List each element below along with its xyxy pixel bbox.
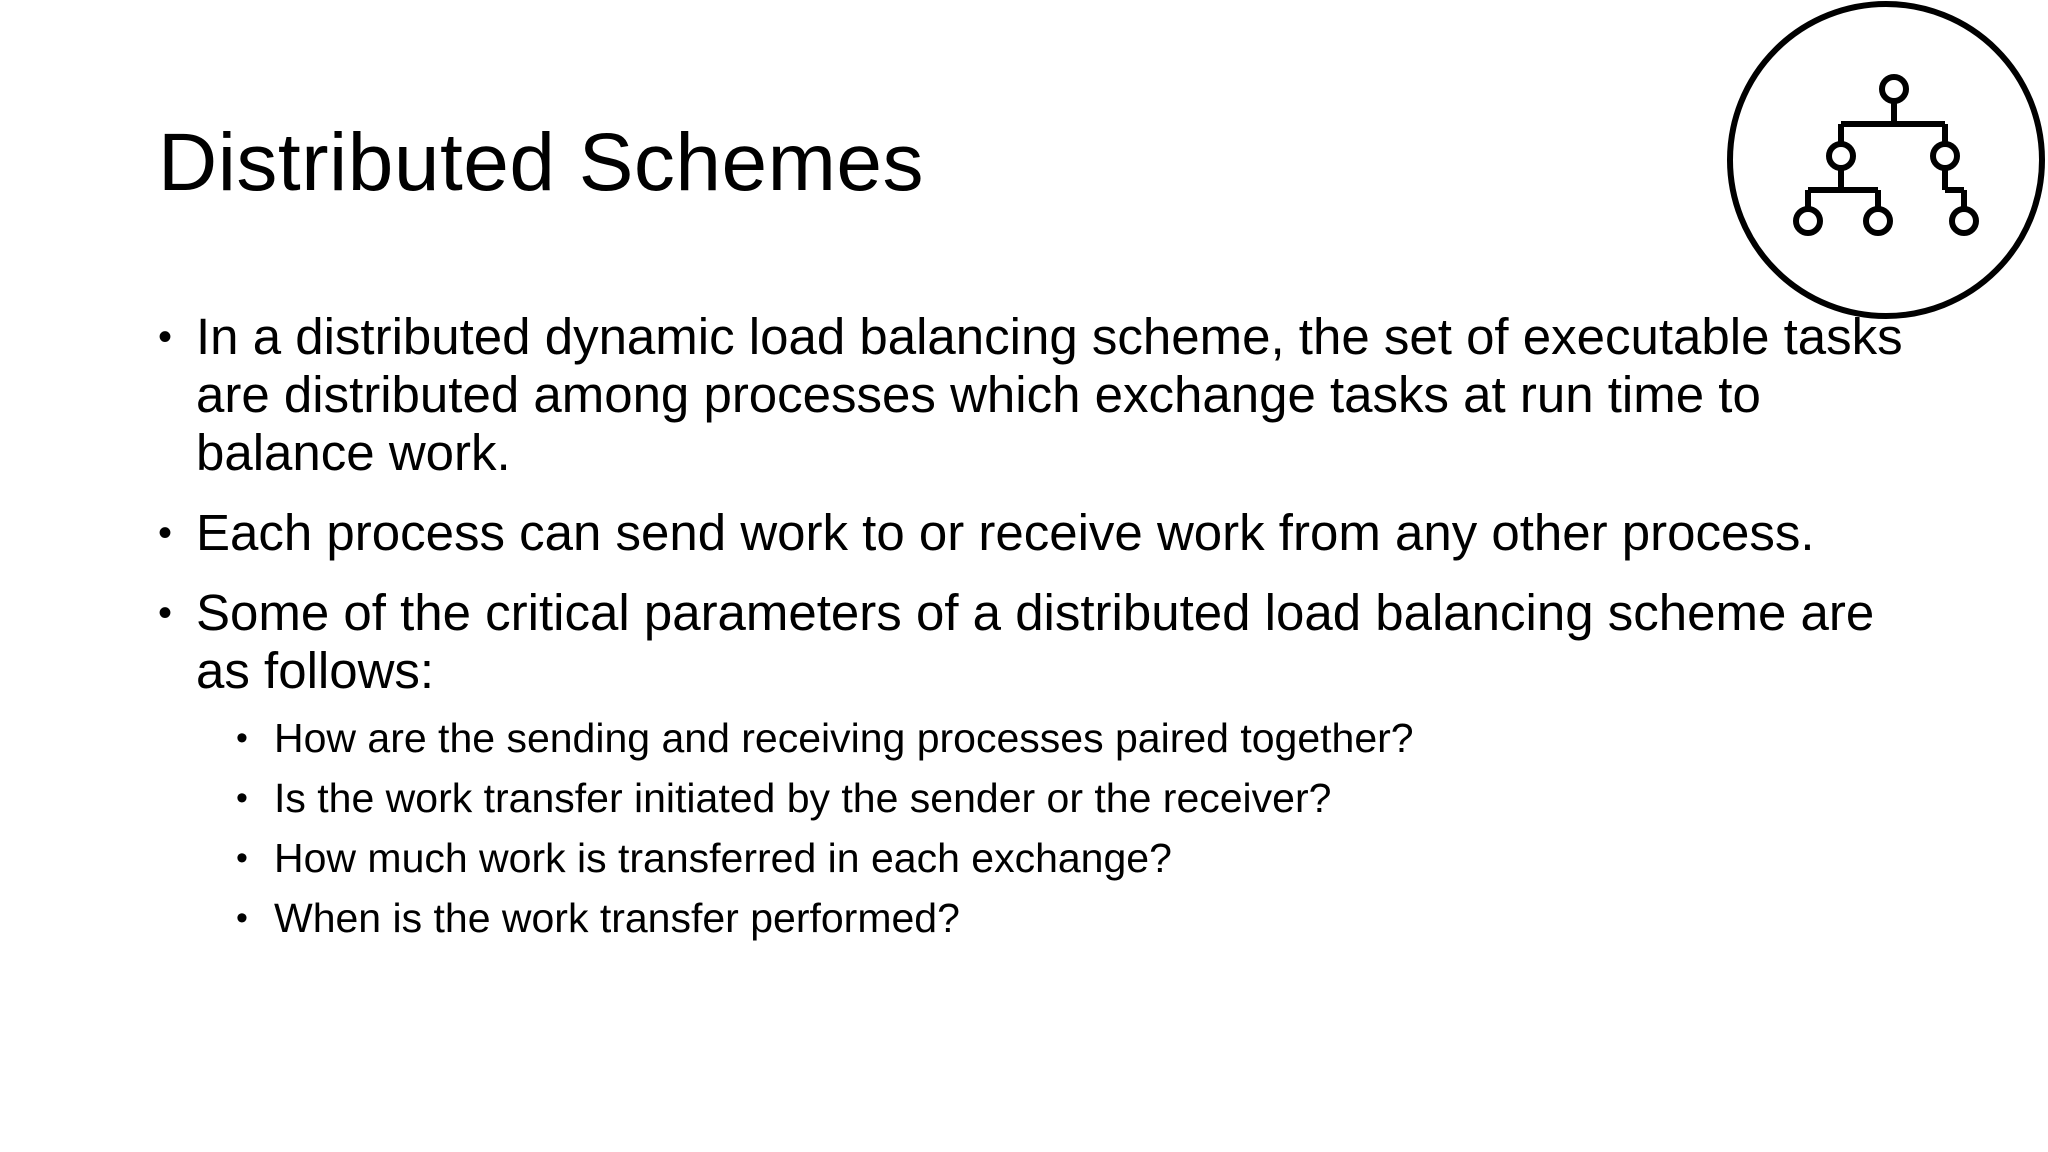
hierarchy-tree-icon <box>1726 0 2048 322</box>
bullet-item <box>158 504 1918 562</box>
sub-bullet-list <box>196 708 1918 948</box>
sub-bullet-item <box>236 828 1918 888</box>
sub-bullet-glyph: • <box>236 839 248 877</box>
sub-bullet-glyph: • <box>236 899 248 937</box>
bullet-glyph: • <box>158 315 173 359</box>
bullet-text: In a distributed dynamic load balancing scheme, the set of executable tasks are distributed among processes which exchange tasks at run time to balance work. <box>196 308 1903 481</box>
sub-bullet-text: How much work is transferred in each exchange? <box>274 835 1172 881</box>
sub-bullet-item <box>236 888 1918 948</box>
sub-bullet-text: When is the work transfer performed? <box>274 895 960 941</box>
bullet-item <box>158 308 1918 482</box>
slide-title: Distributed Schemes <box>158 117 925 208</box>
bullet-text: Each process can send work to or receive work from any other process. <box>196 504 1815 561</box>
bullet-item <box>158 584 1918 948</box>
sub-bullet-glyph: • <box>236 779 248 817</box>
bullet-text: Some of the critical parameters of a distributed load balancing scheme are as follows: <box>196 584 1875 699</box>
sub-bullet-text: How are the sending and receiving processes paired together? <box>274 715 1414 761</box>
bullet-glyph: • <box>158 511 173 555</box>
sub-bullet-glyph: • <box>236 719 248 757</box>
bullet-list <box>158 308 1918 970</box>
bullet-glyph: • <box>158 591 173 635</box>
sub-bullet-item <box>236 768 1918 828</box>
sub-bullet-item <box>236 708 1918 768</box>
sub-bullet-text: Is the work transfer initiated by the sender or the receiver? <box>274 775 1332 821</box>
